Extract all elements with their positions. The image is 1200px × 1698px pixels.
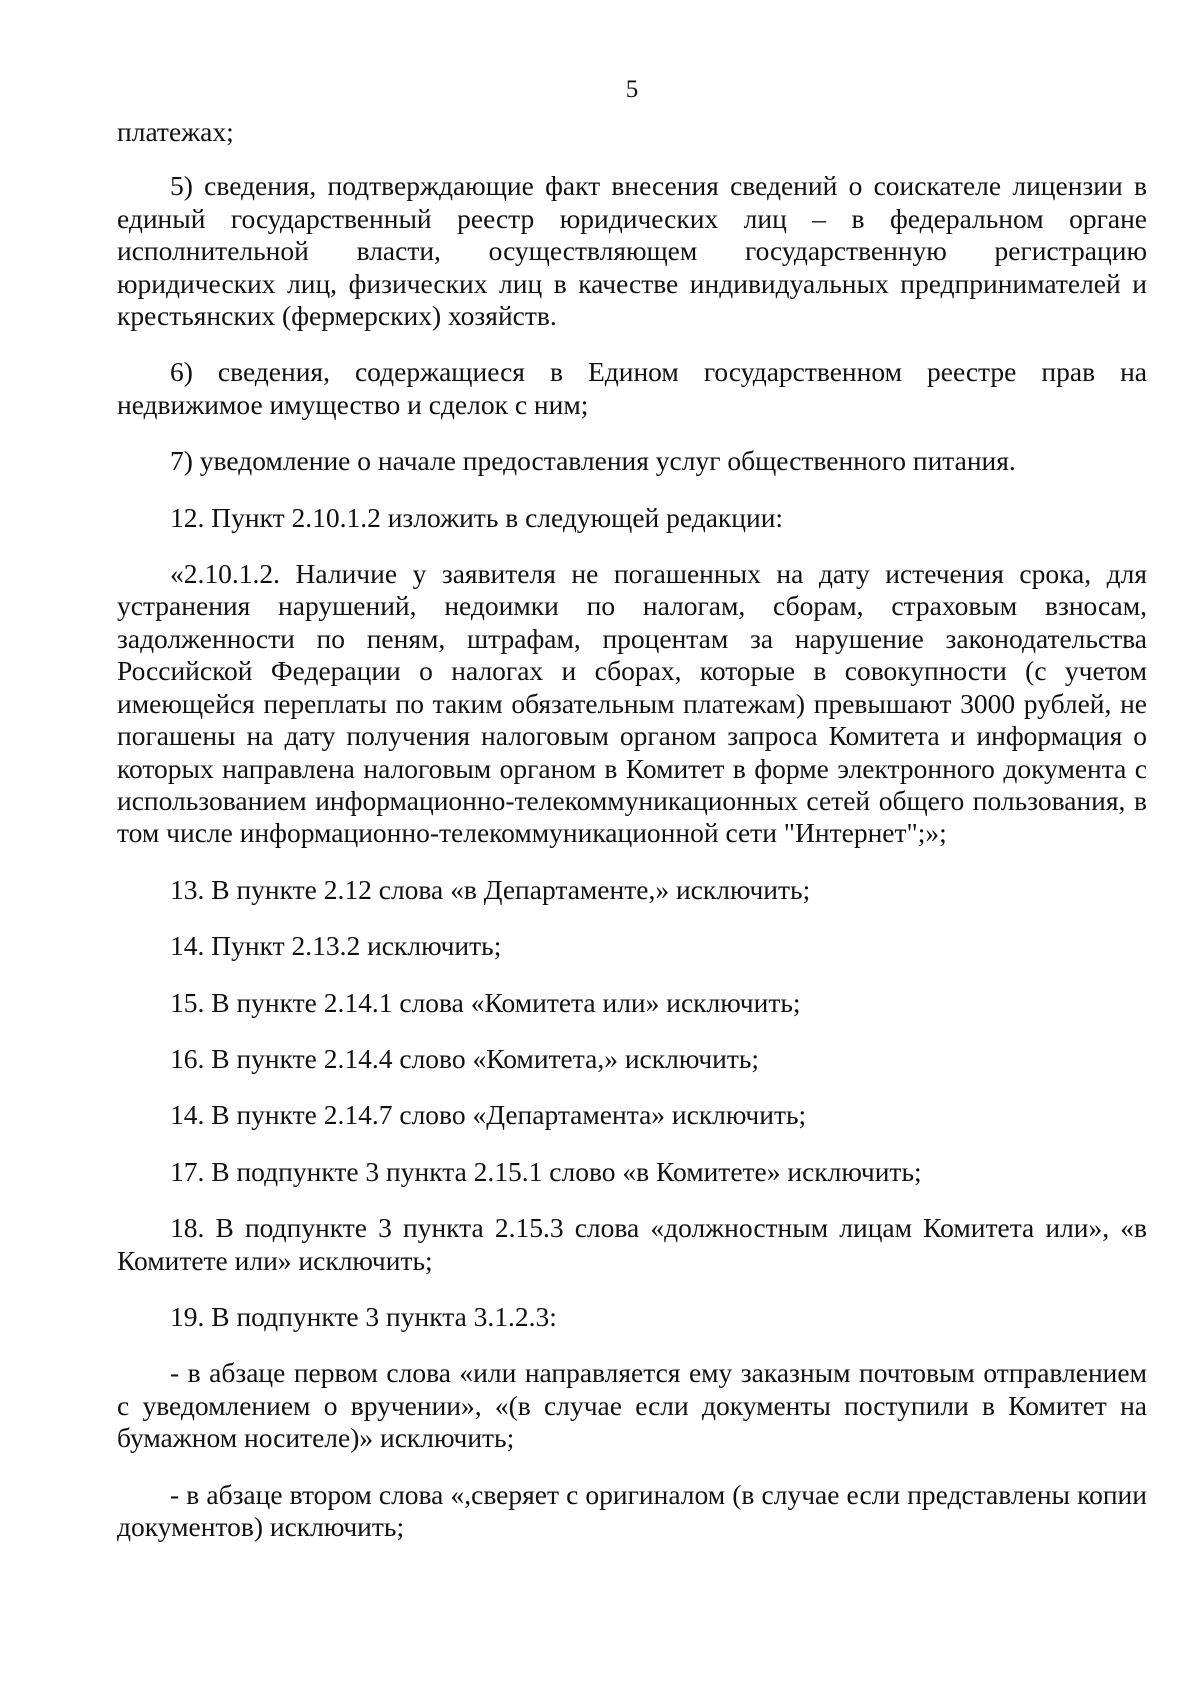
paragraph-clause-15: 15. В пункте 2.14.1 слова «Комитета или» исключить; <box>170 986 801 1018</box>
paragraph-item-7: 7) уведомление о начале предоставления услуг общественного питания. <box>170 445 1016 477</box>
document-page <box>117 70 1147 1567</box>
page-number: 5 <box>625 76 639 103</box>
paragraph-clause-14: 14. Пункт 2.13.2 исключить; <box>170 930 502 962</box>
paragraph-clause-17: 17. В подпункте 3 пункта 2.15.1 слово «в Комитете» исключить; <box>170 1155 922 1187</box>
paragraph-clause-18: 18. В подпункте 3 пункта 2.15.3 слова «должностным лицам Комитета или», «в Комитете или» исключить; <box>117 1212 1147 1276</box>
paragraph-quoted-2-10-1-2: «2.10.1.2. Наличие у заявителя не погашенных на дату истечения срока, для устранения нарушений, недоимки по налогам, сборам, страховым взносам, задолженности по пеням, штрафам, процентам за нарушение законодательства Российской Федерации о налогах и сборах, которые в совокупности (с учетом имеющейся переплаты по таким обязательным платежам) превышают 3000 рублей, не погашены на дату получения налоговым органом запроса Комитета и информация о которых направлена налоговым органом в Комитет в форме электронного документа с использованием информационно-телекоммуникационных сетей общего пользования, в том числе информационно-телекоммуникационной сети "Интернет";»; <box>117 558 1147 849</box>
paragraph-continuation: платежах; <box>117 116 234 147</box>
paragraph-item-6: 6) сведения, содержащиеся в Едином государственном реестре прав на недвижимое имущество и сделок с ним; <box>117 356 1147 420</box>
paragraph-item-5: 5) сведения, подтверждающие факт внесения сведений о соискателе лицензии в единый государственный реестр юридических лиц – в федеральном органе исполнительной власти, осуществляющем государственную регистрацию юридических лиц, физических лиц в качестве индивидуальных предпринимателей и крестьянских (фермерских) хозяйств. <box>117 170 1147 332</box>
paragraph-clause-19: 19. В подпункте 3 пункта 3.1.2.3: <box>170 1300 557 1332</box>
paragraph-dash-second: - в абзаце втором слова «,сверяет с оригиналом (в случае если представлены копии документов) исключить; <box>117 1478 1147 1542</box>
paragraph-dash-first: - в абзаце первом слова «или направляется ему заказным почтовым отправлением с уведомлением о вручении», «(в случае если документы поступили в Комитет на бумажном носителе)» исключить; <box>117 1357 1147 1454</box>
paragraph-clause-12: 12. Пункт 2.10.1.2 изложить в следующей редакции: <box>170 501 784 533</box>
paragraph-clause-14-repeat: 14. В пункте 2.14.7 слово «Департамента» исключить; <box>170 1099 807 1131</box>
paragraph-clause-13: 13. В пункте 2.12 слова «в Департаменте,» исключить; <box>170 873 811 905</box>
paragraph-clause-16: 16. В пункте 2.14.4 слово «Комитета,» исключить; <box>170 1042 760 1074</box>
